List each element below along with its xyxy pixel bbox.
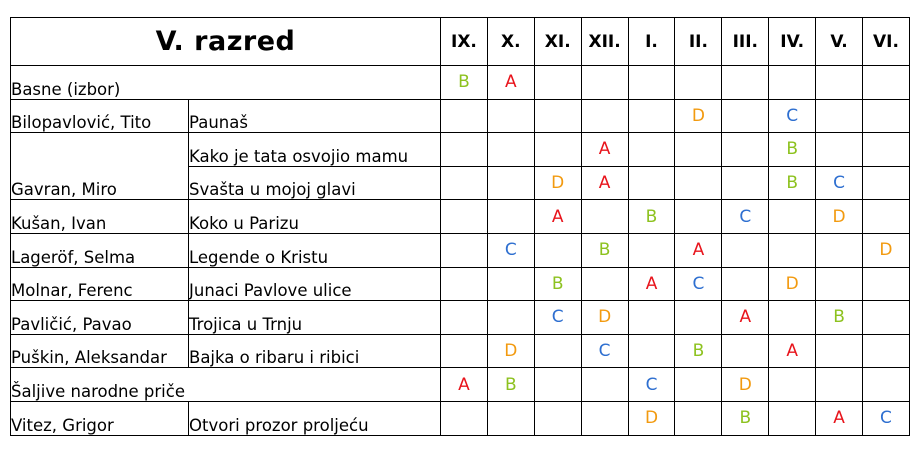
author-cell: Pavličić, Pavao <box>11 301 189 335</box>
author-cell: Lageröf, Selma <box>11 233 189 267</box>
grade-mark-cell <box>628 334 675 368</box>
grade-mark-cell: D <box>675 99 722 133</box>
grade-mark-cell <box>534 133 581 167</box>
grade-mark-cell <box>628 301 675 335</box>
grade-mark-cell <box>441 200 488 234</box>
table-row <box>11 133 910 167</box>
grade-mark-cell <box>487 401 534 435</box>
grade-mark-cell <box>581 200 628 234</box>
grade-mark-cell <box>441 233 488 267</box>
author-cell: Vitez, Grigor <box>11 401 189 435</box>
grade-mark-cell <box>581 368 628 402</box>
grade-mark-cell: C <box>581 334 628 368</box>
table-row <box>11 368 910 402</box>
grade-mark-cell: B <box>816 301 863 335</box>
grade-mark-cell <box>722 133 769 167</box>
grade-mark-cell <box>581 267 628 301</box>
grade-mark-cell <box>722 267 769 301</box>
grade-mark-cell <box>863 166 910 200</box>
table-row <box>11 267 910 301</box>
grade-mark-cell <box>769 200 816 234</box>
grade-mark-cell <box>863 334 910 368</box>
grade-mark-cell <box>534 99 581 133</box>
grade-mark-cell: A <box>581 166 628 200</box>
grade-mark-cell <box>441 99 488 133</box>
grade-mark-cell <box>863 66 910 100</box>
author-cell: Puškin, Aleksandar <box>11 334 189 368</box>
grade-mark-cell <box>441 166 488 200</box>
grade-mark-cell <box>675 66 722 100</box>
grade-mark-cell <box>675 401 722 435</box>
grade-mark-cell: A <box>675 233 722 267</box>
grade-mark-cell <box>816 99 863 133</box>
grade-mark-cell: B <box>722 401 769 435</box>
grade-mark-cell: D <box>581 301 628 335</box>
grade-mark-cell <box>628 99 675 133</box>
grade-mark-cell <box>534 401 581 435</box>
grade-mark-cell: A <box>534 200 581 234</box>
grade-mark-cell <box>722 334 769 368</box>
grade-mark-cell: A <box>769 334 816 368</box>
grade-mark-cell <box>487 99 534 133</box>
grade-mark-cell <box>581 99 628 133</box>
grade-mark-cell <box>769 401 816 435</box>
grade-mark-cell <box>441 334 488 368</box>
grade-mark-cell: C <box>628 368 675 402</box>
grade-mark-cell <box>534 233 581 267</box>
month-header: IX. <box>441 18 488 66</box>
grade-mark-cell: A <box>581 133 628 167</box>
author-cell: Gavran, Miro <box>11 133 189 200</box>
grade-mark-cell <box>816 66 863 100</box>
grade-mark-cell <box>675 133 722 167</box>
grade-mark-cell <box>769 66 816 100</box>
grade-mark-cell <box>487 267 534 301</box>
grade-mark-cell: D <box>628 401 675 435</box>
grade-mark-cell <box>487 200 534 234</box>
month-header: XII. <box>581 18 628 66</box>
table-row <box>11 334 910 368</box>
book-title-cell: Otvori prozor proljeću <box>189 401 441 435</box>
grade-mark-cell: B <box>441 66 488 100</box>
header-row <box>11 18 910 66</box>
grade-mark-cell <box>441 133 488 167</box>
grade-mark-cell: C <box>675 267 722 301</box>
book-title-cell: Šaljive narodne priče <box>11 368 441 402</box>
grade-mark-cell: A <box>628 267 675 301</box>
grade-mark-cell <box>769 368 816 402</box>
grade-mark-cell <box>816 133 863 167</box>
grade-mark-cell: A <box>722 301 769 335</box>
grade-mark-cell <box>722 233 769 267</box>
grade-mark-cell <box>675 166 722 200</box>
table-row <box>11 401 910 435</box>
author-cell: Kušan, Ivan <box>11 200 189 234</box>
table-row <box>11 200 910 234</box>
book-title-cell: Basne (izbor) <box>11 66 441 100</box>
grade-mark-cell <box>487 133 534 167</box>
grade-mark-cell <box>441 401 488 435</box>
grade-mark-cell: B <box>581 233 628 267</box>
grade-mark-cell <box>675 368 722 402</box>
grade-mark-cell <box>487 166 534 200</box>
grade-mark-cell <box>816 368 863 402</box>
grade-mark-cell <box>675 301 722 335</box>
table-row <box>11 66 910 100</box>
grade-mark-cell <box>441 267 488 301</box>
month-header: VI. <box>863 18 910 66</box>
grade-mark-cell: B <box>769 166 816 200</box>
grade-mark-cell: A <box>816 401 863 435</box>
grade-mark-cell <box>816 267 863 301</box>
grade-mark-cell <box>769 301 816 335</box>
month-header: V. <box>816 18 863 66</box>
grade-mark-cell <box>534 368 581 402</box>
grade-mark-cell <box>441 301 488 335</box>
month-header: XI. <box>534 18 581 66</box>
grade-mark-cell <box>863 200 910 234</box>
grade-mark-cell: B <box>675 334 722 368</box>
book-title-cell: Bajka o ribaru i ribici <box>189 334 441 368</box>
grade-mark-cell: D <box>534 166 581 200</box>
grade-mark-cell <box>581 66 628 100</box>
grade-mark-cell: D <box>863 233 910 267</box>
month-header: II. <box>675 18 722 66</box>
grade-mark-cell: C <box>816 166 863 200</box>
book-title-cell: Paunaš <box>189 99 441 133</box>
reading-schedule-table <box>10 17 910 436</box>
table-title: V. razred <box>11 18 441 66</box>
author-cell: Molnar, Ferenc <box>11 267 189 301</box>
grade-mark-cell <box>722 66 769 100</box>
grade-mark-cell <box>534 66 581 100</box>
month-header: I. <box>628 18 675 66</box>
grade-mark-cell <box>722 99 769 133</box>
grade-mark-cell: B <box>534 267 581 301</box>
grade-mark-cell <box>722 166 769 200</box>
book-title-cell: Legende o Kristu <box>189 233 441 267</box>
grade-mark-cell: C <box>534 301 581 335</box>
grade-mark-cell <box>628 133 675 167</box>
grade-mark-cell <box>534 334 581 368</box>
book-title-cell: Kako je tata osvojio mamu <box>189 133 441 167</box>
table-row <box>11 99 910 133</box>
grade-mark-cell: D <box>722 368 769 402</box>
grade-mark-cell: B <box>487 368 534 402</box>
grade-mark-cell: D <box>487 334 534 368</box>
grade-mark-cell: A <box>487 66 534 100</box>
grade-mark-cell: A <box>441 368 488 402</box>
grade-mark-cell: D <box>816 200 863 234</box>
table-body <box>11 66 910 436</box>
table-row <box>11 233 910 267</box>
grade-mark-cell: C <box>863 401 910 435</box>
book-title-cell: Trojica u Trnju <box>189 301 441 335</box>
month-header: X. <box>487 18 534 66</box>
table-row <box>11 301 910 335</box>
grade-mark-cell <box>769 233 816 267</box>
book-title-cell: Koko u Parizu <box>189 200 441 234</box>
grade-mark-cell: B <box>769 133 816 167</box>
grade-mark-cell <box>628 166 675 200</box>
grade-mark-cell <box>863 133 910 167</box>
grade-mark-cell: B <box>628 200 675 234</box>
grade-mark-cell <box>487 301 534 335</box>
grade-mark-cell: C <box>722 200 769 234</box>
grade-mark-cell <box>863 368 910 402</box>
grade-mark-cell: D <box>769 267 816 301</box>
grade-mark-cell <box>816 334 863 368</box>
grade-mark-cell <box>863 99 910 133</box>
grade-mark-cell: C <box>769 99 816 133</box>
grade-mark-cell <box>628 66 675 100</box>
grade-mark-cell <box>675 200 722 234</box>
grade-mark-cell <box>863 301 910 335</box>
month-header: IV. <box>769 18 816 66</box>
book-title-cell: Junaci Pavlove ulice <box>189 267 441 301</box>
book-title-cell: Svašta u mojoj glavi <box>189 166 441 200</box>
grade-mark-cell <box>581 401 628 435</box>
grade-mark-cell: C <box>487 233 534 267</box>
grade-mark-cell <box>863 267 910 301</box>
month-header: III. <box>722 18 769 66</box>
author-cell: Bilopavlović, Tito <box>11 99 189 133</box>
grade-mark-cell <box>816 233 863 267</box>
grade-mark-cell <box>628 233 675 267</box>
